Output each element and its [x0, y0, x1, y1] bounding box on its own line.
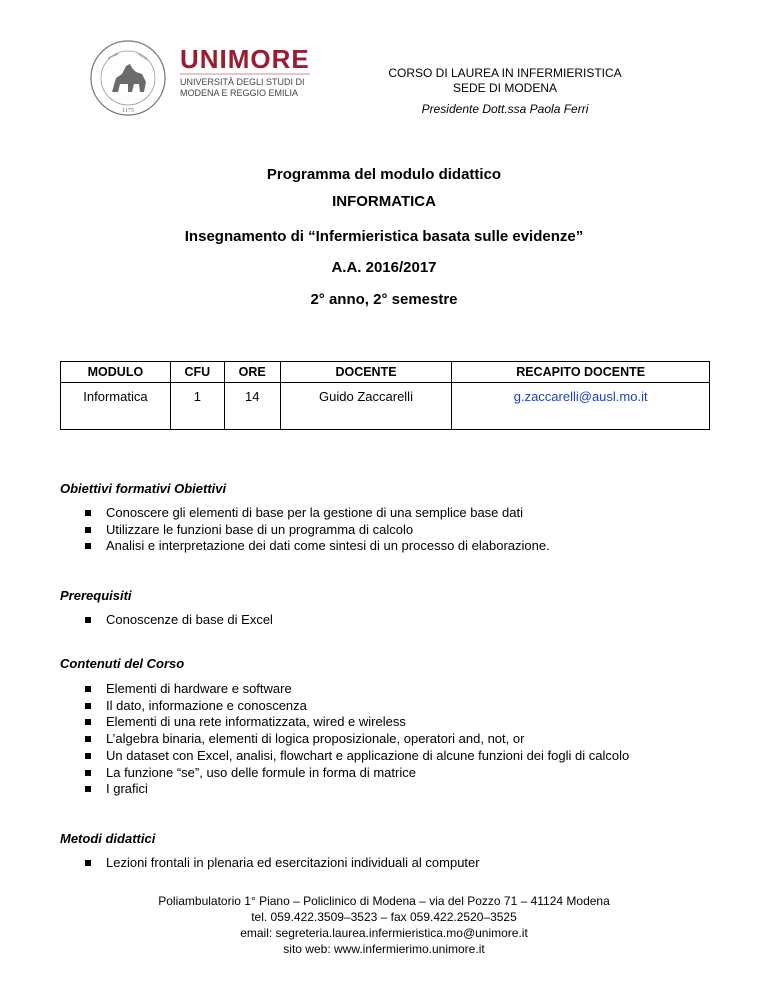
page-footer — [0, 893, 768, 957]
col-header-recapito: RECAPITO DOCENTE — [452, 362, 710, 383]
doc-title-module: INFORMATICA — [332, 193, 436, 210]
cell-docente: Guido Zaccarelli — [280, 383, 452, 430]
footer-address: Poliambulatorio 1° Piano – Policlinico di Modena – via del Pozzo 71 – 41124 Modena — [158, 894, 610, 908]
doc-title-year: A.A. 2016/2017 — [331, 259, 437, 276]
list-prerequisiti — [84, 612, 273, 629]
list-item: Conoscenze di base di Excel — [84, 612, 273, 629]
cell-cfu: 1 — [170, 383, 224, 430]
cell-recapito — [452, 383, 710, 430]
col-header-ore: ORE — [224, 362, 280, 383]
section-heading-contenuti: Contenuti del Corso — [60, 656, 185, 671]
footer-website: sito web: www.infermierimo.unimore.it — [283, 942, 485, 956]
course-name: CORSO DI LAUREA IN INFERMIERISTICA — [388, 66, 622, 80]
list-item: Utilizzare le funzioni base di un programma di calcolo — [84, 522, 550, 539]
module-table — [60, 361, 710, 430]
section-heading-prerequisiti: Prerequisiti — [60, 588, 132, 603]
list-contenuti — [84, 681, 629, 798]
list-item: Analisi e interpretazione dei dati come sintesi di un processo di elaborazione. — [84, 538, 550, 555]
list-item: Lezioni frontali in plenaria ed esercitazioni individuali al computer — [84, 855, 480, 872]
section-heading-metodi: Metodi didattici — [60, 831, 156, 846]
course-site: SEDE DI MODENA — [452, 81, 557, 95]
cell-modulo: Informatica — [61, 383, 171, 430]
course-president: Presidente Dott.ssa Paola Ferri — [421, 102, 589, 116]
table-row — [61, 383, 710, 430]
cell-ore: 14 — [224, 383, 280, 430]
list-item: L’algebra binaria, elementi di logica proposizionale, operatori and, not, or — [84, 731, 629, 748]
docente-email-link[interactable]: g.zaccarelli@ausl.mo.it — [513, 389, 648, 404]
footer-email: email: segreteria.laurea.infermieristica.mo@unimore.it — [240, 926, 528, 940]
list-item: Elementi di una rete informatizzata, wired e wireless — [84, 714, 629, 731]
university-seal-icon — [88, 38, 318, 118]
list-obiettivi — [84, 505, 550, 555]
col-header-cfu: CFU — [170, 362, 224, 383]
doc-title-insegnamento: Insegnamento di “Infermieristica basata sulle evidenze” — [184, 228, 584, 245]
list-item: La funzione “se”, uso delle formule in forma di matrice — [84, 765, 629, 782]
section-heading-obiettivi: Obiettivi formativi Obiettivi — [60, 481, 227, 496]
col-header-modulo: MODULO — [61, 362, 171, 383]
svg-text:1175: 1175 — [122, 108, 134, 114]
course-header — [360, 66, 650, 117]
svg-text:UNIVERSITÀ DEGLI STUDI DI: UNIVERSITÀ DEGLI STUDI DI — [180, 77, 305, 87]
doc-title-line1: Programma del modulo didattico — [266, 166, 502, 183]
footer-phone: tel. 059.422.3509–3523 – fax 059.422.2520–3525 — [251, 910, 517, 924]
list-item: Conoscere gli elementi di base per la gestione di una semplice base dati — [84, 505, 550, 522]
svg-text:MODENA E REGGIO EMILIA: MODENA E REGGIO EMILIA — [180, 88, 299, 98]
list-item: Un dataset con Excel, analisi, flowchart e applicazione di alcune funzioni dei fogli di calcolo — [84, 748, 629, 765]
col-header-docente: DOCENTE — [280, 362, 452, 383]
list-item: I grafici — [84, 781, 629, 798]
list-metodi — [84, 855, 480, 872]
svg-text:UNIMORE: UNIMORE — [180, 44, 310, 74]
list-item: Elementi di hardware e software — [84, 681, 629, 698]
university-logo — [88, 38, 318, 118]
doc-title-semester: 2° anno, 2° semestre — [310, 291, 458, 308]
list-item: Il dato, informazione e conoscenza — [84, 698, 629, 715]
table-header-row — [61, 362, 710, 383]
